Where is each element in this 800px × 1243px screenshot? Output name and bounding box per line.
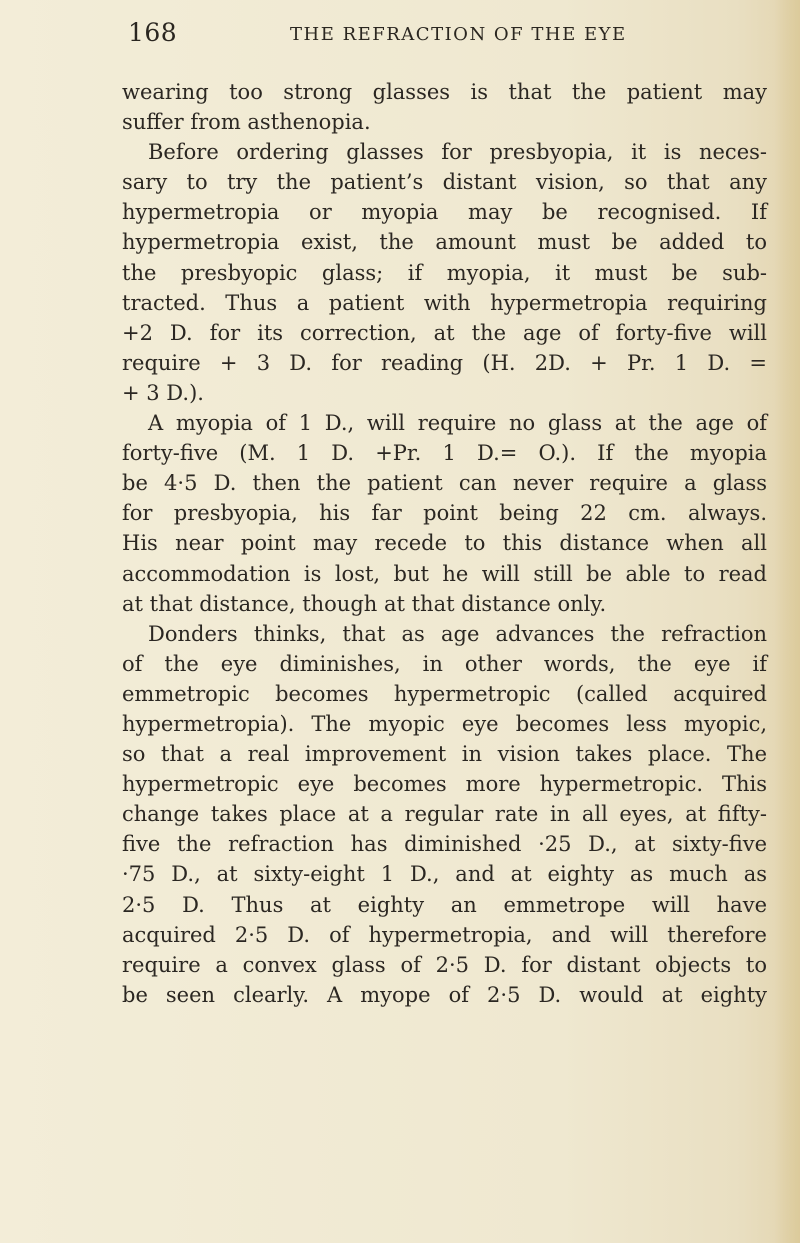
text-line: hypermetropia). The myopic eye becomes less myopic,	[122, 711, 767, 736]
text-line: so that a real improvement in vision takes place. The	[122, 742, 767, 767]
text-line: forty-five (M. 1 D. +Pr. 1 D.= O.). If the myopia	[122, 441, 767, 466]
text-line: hypermetropia or myopia may be recognised. If	[122, 200, 767, 225]
body-text	[122, 77, 767, 1010]
running-head: THE REFRACTION OF THE EYE	[290, 24, 627, 45]
text-line: wearing too strong glasses is that the patient may	[122, 80, 767, 104]
text-line: the presbyopic glass; if myopia, it must be sub-	[122, 260, 767, 285]
text-line: Before ordering glasses for presbyopia, it is neces-	[148, 140, 767, 165]
text-line: require + 3 D. for reading (H. 2D. + Pr. 1 D. =	[122, 350, 767, 375]
text-line: ·75 D., at sixty-eight 1 D., and at eighty as much as	[122, 862, 767, 887]
text-line: for presbyopia, his far point being 22 cm. always.	[122, 501, 767, 526]
text-line: of the eye diminishes, in other words, the eye if	[122, 651, 767, 676]
text-line: suffer from asthenopia.	[122, 110, 371, 135]
text-line: + 3 D.).	[122, 380, 204, 405]
text-line: A myopia of 1 D., will require no glass at the age of	[148, 411, 767, 436]
text-line: require a convex glass of 2·5 D. for distant objects to	[122, 952, 767, 977]
text-line: hypermetropia exist, the amount must be added to	[122, 230, 767, 255]
text-line: be 4·5 D. then the patient can never require a glass	[122, 471, 767, 496]
text-line: at that distance, though at that distance only.	[122, 591, 607, 616]
page-edge-shadow	[774, 0, 800, 1243]
text-line: hypermetropic eye becomes more hypermetropic. This	[122, 772, 767, 797]
text-line: His near point may recede to this distance when all	[122, 531, 767, 556]
text-line: five the refraction has diminished ·25 D., at sixty-five	[122, 832, 767, 857]
text-line: tracted. Thus a patient with hypermetropia requiring	[122, 290, 767, 315]
text-line: +2 D. for its correction, at the age of forty-five will	[122, 320, 767, 345]
text-line: 2·5 D. Thus at eighty an emmetrope will have	[122, 892, 767, 917]
text-line: Donders thinks, that as age advances the refraction	[148, 621, 767, 646]
text-line: change takes place at a regular rate in all eyes, at fifty-	[122, 802, 767, 827]
text-line: acquired 2·5 D. of hypermetropia, and will therefore	[122, 922, 767, 947]
page-header	[120, 18, 760, 58]
text-line: sary to try the patient’s distant vision, so that any	[122, 170, 767, 195]
text-line: emmetropic becomes hypermetropic (called acquired	[122, 681, 767, 706]
text-line: accommodation is lost, but he will still be able to read	[122, 561, 767, 586]
text-line: be seen clearly. A myope of 2·5 D. would at eighty	[122, 982, 767, 1007]
page-number: 168	[128, 18, 178, 47]
